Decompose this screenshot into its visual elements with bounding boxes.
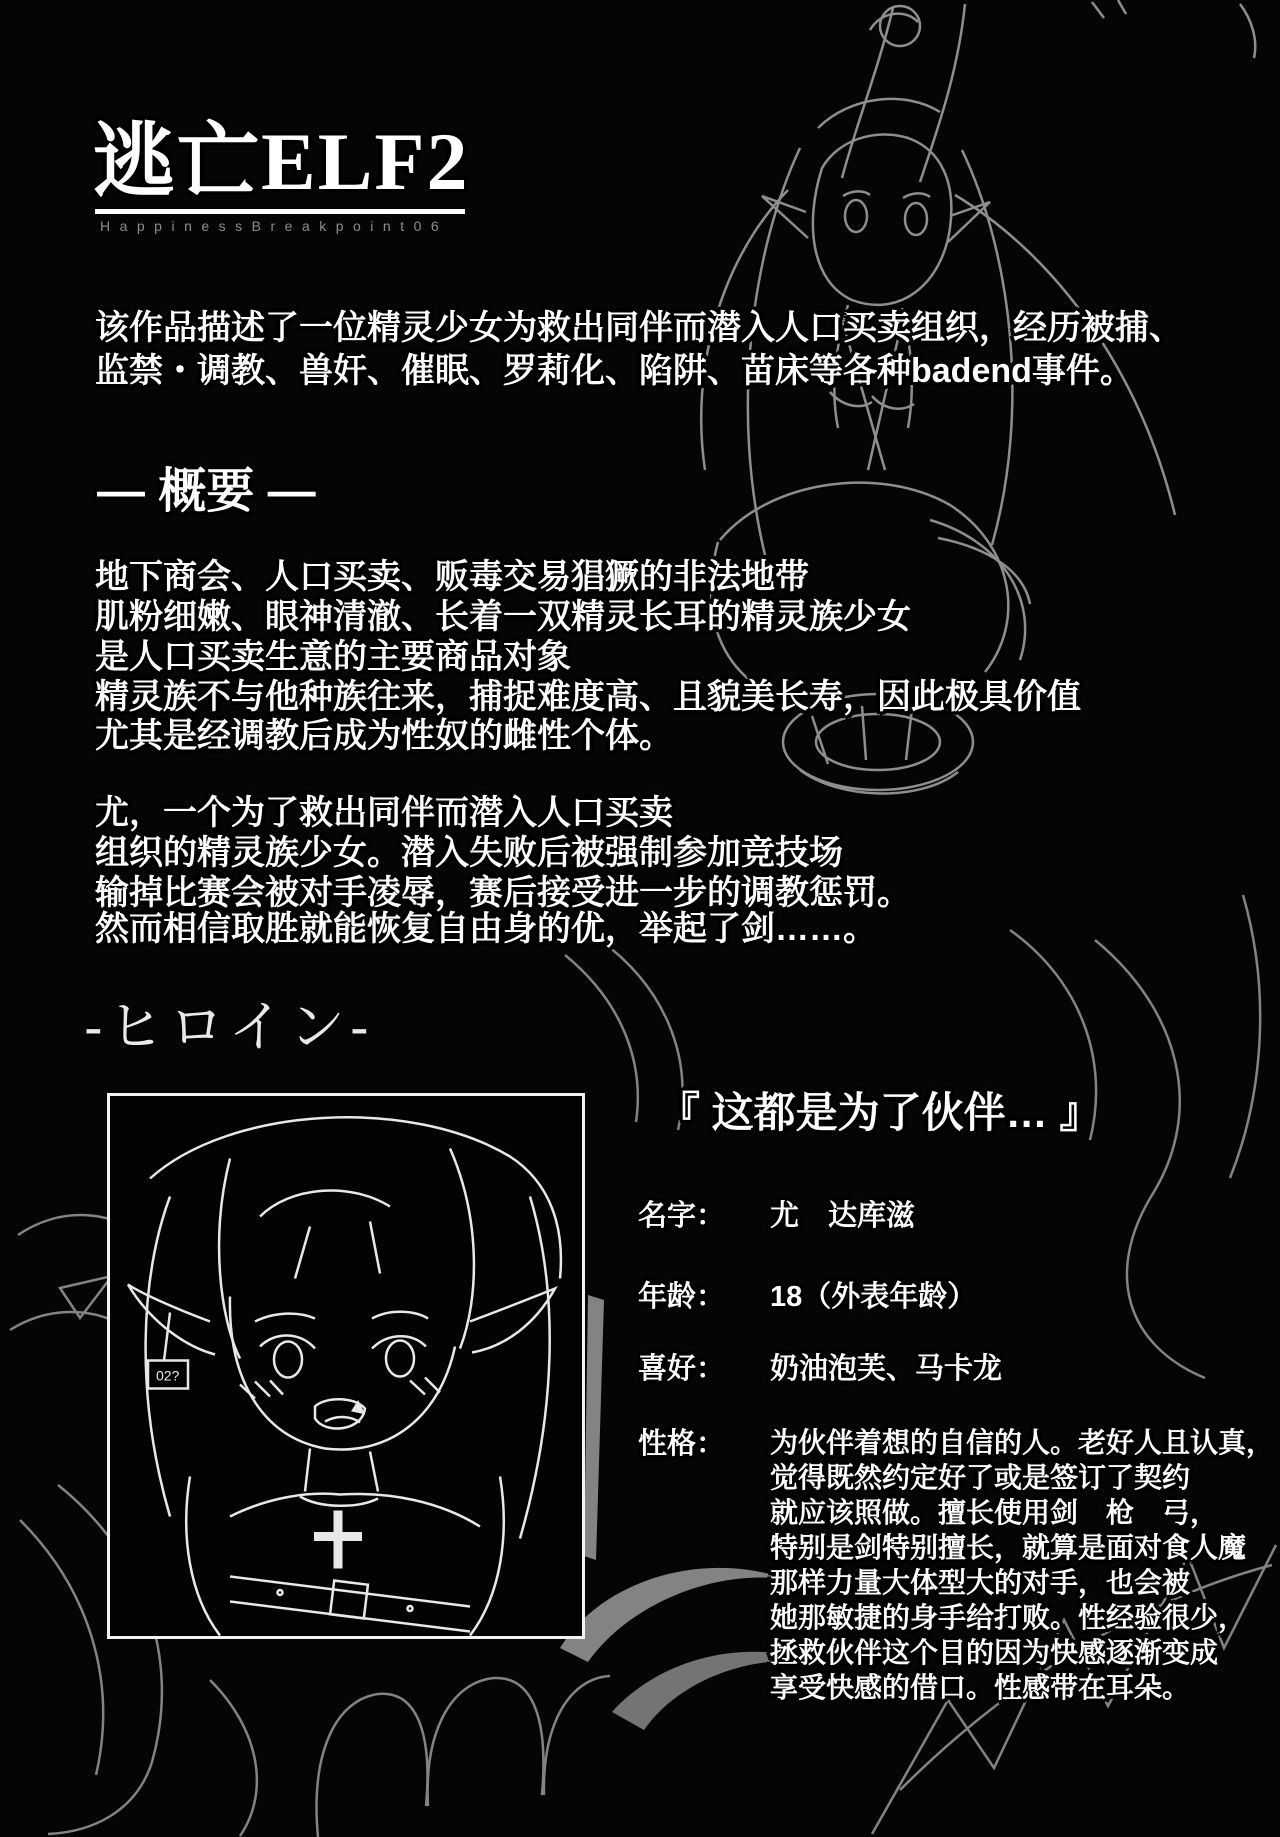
portrait-frame [107, 1093, 585, 1639]
personality-line: 拯救伙伴这个目的因为快感逐渐变成 [770, 1637, 1219, 1668]
story-paragraph-line: 然而相信取胜就能恢复自由身的优，举起了剑……。 [95, 910, 877, 948]
story-paragraph-line: 尤，一个为了救出同伴而潜入人口买卖 [95, 794, 673, 832]
page-title: 逃亡ELF2 [93, 116, 470, 207]
heroine-quote: 『 这都是为了伙伴… 』 [658, 1089, 1102, 1136]
field-value-likes: 奶油泡芙、马卡龙 [770, 1353, 1003, 1385]
overview-paragraph-line: 地下商会、人口买卖、贩毒交易猖獗的非法地带 [95, 558, 809, 596]
field-value-name: 尤 达库滋 [770, 1200, 916, 1232]
story-paragraph-line: 输掉比赛会被对手凌辱，赛后接受进一步的调教惩罚。 [95, 874, 911, 912]
cross-pendant-icon [314, 1511, 362, 1569]
field-label-name: 名字： [638, 1200, 726, 1232]
personality-line: 为伙伴着想的自信的人。老好人且认真， [770, 1427, 1275, 1458]
personality-line: 特别是剑特别擅长，就算是面对食人魔 [770, 1532, 1247, 1563]
overview-paragraph-line: 肌粉细嫩、眼神清澈、长着一双精灵长耳的精灵族少女 [95, 598, 911, 636]
heroine-heading: -ヒロイン- [84, 995, 374, 1058]
title-subtitle: HappinessBreakpoint06 [100, 218, 449, 234]
overview-paragraph-line: 尤其是经调教后成为性奴的雌性个体。 [95, 717, 673, 755]
field-label-age: 年龄： [638, 1281, 726, 1313]
overview-paragraph-line: 精灵族不与他种族往来，捕捉难度高、且貌美长寿，因此极具价值 [95, 678, 1081, 716]
overview-heading: — 概要 — [97, 465, 316, 518]
personality-line: 她那敏捷的身手给打败。性经验很少， [770, 1602, 1247, 1633]
title-underline [95, 209, 465, 214]
story-paragraph-line: 组织的精灵族少女。潜入失败后被强制参加竞技场 [95, 834, 843, 872]
intro-line: 该作品描述了一位精灵少女为救出同伴而潜入人口买卖组织，经历被捕、 [95, 309, 1183, 347]
personality-line: 就应该照做。擅长使用剑 枪 弓， [770, 1497, 1219, 1528]
portrait-art [110, 1096, 582, 1636]
field-value-age: 18（外表年龄） [770, 1281, 977, 1313]
personality-line: 觉得既然约定好了或是签订了契约 [770, 1462, 1191, 1493]
personality-line: 那样力量大体型大的对手，也会被 [770, 1567, 1191, 1598]
personality-line: 享受快感的借口。性感带在耳朵。 [770, 1672, 1191, 1703]
overview-paragraph-line: 是人口买卖生意的主要商品对象 [95, 638, 571, 676]
field-label-likes: 喜好： [638, 1353, 726, 1385]
field-label-personality: 性格： [638, 1428, 726, 1460]
intro-line: 监禁・调教、兽奸、催眠、罗莉化、陷阱、苗床等各种badend事件。 [95, 352, 1134, 390]
price-tag-label: 02? [156, 1367, 180, 1384]
